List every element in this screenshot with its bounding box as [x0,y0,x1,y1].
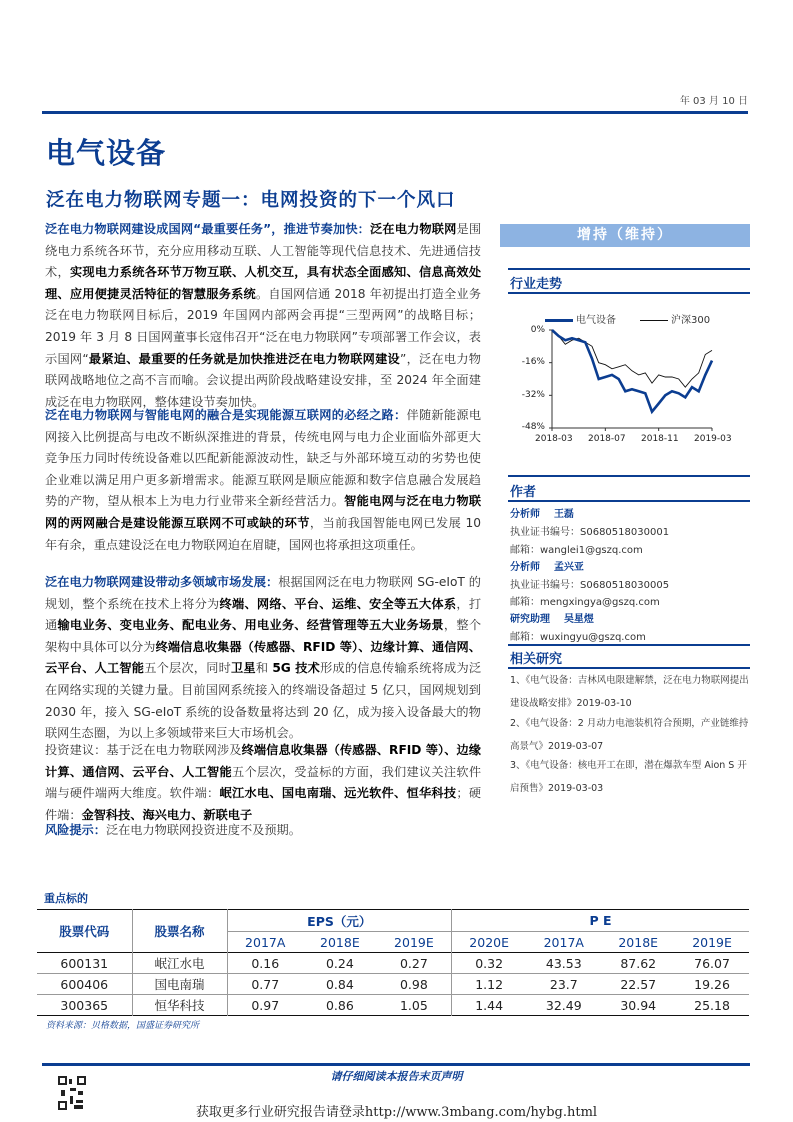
author-name: 吴星煜 [563,614,594,625]
y-tick: -48% [521,422,545,432]
metric-cell: 0.86 [325,997,354,1013]
header-eps: EPS（元） [227,910,452,932]
body-text: ；硬件端： [45,786,482,822]
body-text: ，打通 [45,596,482,633]
metric-cell: 76.07 [694,955,730,971]
author-name: 王磊 [553,509,574,520]
body-text: 是围绕电力系统各环节，充分应用移动互联、人工智能等现代信息技术、先进通信技术， [45,222,482,280]
industry-trend-chart [552,330,714,430]
related-item[interactable]: 3、《电气设备：核电开工在即，潜在爆款车型 Aion S 开启预售》2019-03-03 [510,760,747,794]
emphasis-text: 金智科技、海兴电力、新联电子 [81,807,253,822]
paragraph-lead: 泛在电力物联网建设带动多领域市场发展： [45,575,279,589]
author-email[interactable]: 邮箱：wanglei1@gszq.com [510,545,643,556]
report-title: 泛在电力物联网专题一：电网投资的下一个风口 [46,190,456,211]
emphasis-text: 卫星 [231,661,256,676]
emphasis-text: 终端、网络、平台、运维、安全等五大体系 [219,596,457,611]
header-pe: P E [452,910,749,932]
body-text: 五个层次，同时 [144,661,231,676]
year-header: 2018E [320,934,360,950]
metric-cell: 1.44 [475,997,504,1013]
emphasis-text: 最紧迫、最重要的任务就是加快推进泛在电力物联网建设 [88,351,401,366]
metric-cell: 0.32 [475,955,504,971]
body-text: 。自国网信通 2018 年初提出打造全业务泛在电力物联网目标后，2019 年国网内部两会再提“三型两网”的战略目标；2019 年 3 月 8 日国网董事长寇伟召开“泛在电力物联网”专项部署工作会议，表示国网“ [45,286,482,366]
stock-name: 岷江水电 [132,953,227,974]
legend-swatch [640,320,668,321]
y-tick: -16% [521,357,545,367]
related-item[interactable]: 1、《电气设备：吉林风电限建解禁，泛在电力物联网提出建设战略安排》2019-03-10 [510,675,749,709]
paragraph-overview [45,219,481,413]
body-text: 泛在电力物联网投资进度不及预期。 [105,823,301,837]
emphasis-text: 智能电网与泛在电力物联网的两网融合是建设能源互联网不可或缺的环节 [45,494,482,530]
metric-cell: 1.12 [475,976,504,992]
author-role [510,610,594,625]
related-heading: 相关研究 [510,652,563,667]
legend-swatch [545,319,573,322]
divider [508,500,750,502]
metric-cell: 19.26 [694,976,730,992]
paragraph-lead: 泛在电力物联网与智能电网的融合是实现能源互联网的必经之路： [45,408,407,422]
author-email[interactable]: 邮箱：mengxingya@gszq.com [510,597,660,608]
metric-cell: 32.49 [545,997,582,1013]
year-header: 2019E [377,932,452,953]
report-date: 年 03 月 10 日 [679,96,748,107]
author-email[interactable]: 邮箱：wuxingyu@gszq.com [510,632,646,643]
author-role [510,558,584,573]
role: 分析师 [510,562,540,573]
paragraph-investment [45,740,481,826]
legend-label: 沪深300 [671,315,711,326]
metric-cell: 0.84 [325,976,354,992]
author-cert: 执业证书编号：S0680518030005 [510,580,670,591]
paragraph-lead: 风险提示： [45,823,106,837]
role: 研究助理 [510,614,550,625]
body-text: 五个层次，受益标的方面，我们建议关注软件端与硬件端两大维度。软件端： [45,764,482,801]
chart-legend-elec [545,311,616,326]
author-role [510,505,574,520]
paragraph-convergence [45,405,481,556]
metric-cell: 0.97 [251,997,280,1013]
paragraph-market [45,572,481,745]
related-item[interactable]: 2、《电气设备：2 月动力电池装机符合预期，产业链维持高景气》2019-03-07 [510,718,749,752]
metric-cell: 23.7 [549,976,578,992]
divider [508,292,750,294]
emphasis-text: 终端信息收集器（传感器、RFID 等）、边缘计算、通信网、云平台、人工智能 [45,743,481,779]
metric-cell: 0.24 [325,955,354,971]
x-tick: 2018-11 [641,434,679,444]
author-cert: 执业证书编号：S0680518030001 [510,527,670,538]
key-stocks-table [37,909,749,1016]
table-row [37,953,749,974]
trend-heading: 行业走势 [510,277,563,292]
paragraph-lead: 泛在电力物联网建设成国网“最重要任务”，推进节奏加快： [45,222,371,236]
stock-name: 恒华科技 [132,995,227,1016]
body-text: ，当前我国智能电网已发展 10 年有余，重点建设泛在电力物联网迫在眉睫，国网也将承担这项重任。 [45,515,482,552]
metric-cell: 25.18 [694,997,730,1013]
author-name: 孟兴亚 [553,562,584,573]
body-text: ”，泛在电力物联网战略地位之高不言而喻。会议提出两阶段战略建设安排，至 2024 年全面建成泛在电力物联网，整体建设节奏加快。 [45,351,481,409]
metric-cell: 43.53 [545,955,582,971]
more-reports-link[interactable]: 获取更多行业研究报告请登录http://www.3mbang.com/hybg.html [195,1105,598,1120]
metric-cell: 0.98 [377,974,452,995]
paragraph-risk [45,820,481,842]
emphasis-text: 5G 技术 [272,661,321,676]
header-code: 股票代码 [37,910,132,953]
body-text: ，整个架构中具体可以分为 [45,618,482,654]
table-title: 重点标的 [44,892,88,905]
x-tick: 2018-07 [588,434,626,444]
authors-heading: 作者 [510,485,537,500]
footer-rule [42,1063,750,1066]
table-row [37,995,749,1016]
body-text: 根据国网泛在电力物联网 SG-eIoT 的规划，整个系统在技术上将分为 [45,575,481,611]
stock-code: 600406 [37,974,132,995]
year-header: 2018E [618,934,659,950]
metric-cell: 0.27 [377,953,452,974]
chart-legend-hs300 [640,311,710,326]
emphasis-text: 岷江水电、国电南瑞、远光软件、恒华科技 [219,786,457,801]
disclaimer-notice: 请仔细阅读本报告末页声明 [330,1070,463,1083]
body-text: 和 [255,661,273,676]
header-rule [42,111,748,114]
sector-title: 电气设备 [46,136,167,170]
year-header: 2017A [543,934,584,950]
legend-label: 电气设备 [576,315,616,326]
body-text: 形成的信息传输系统将成为泛在网络实现的关键力量。目前国网系统接入的终端设备超过 5 亿只，国网规划到 2030 年，接入 SG-eIoT 系统的设备数量将达到 20 亿，成为接入设备最大的物联网生态圈，为以上多领域带来巨大市场机会。 [45,661,482,741]
stock-code: 300365 [37,995,132,1016]
metric-cell: 87.62 [620,955,657,971]
emphasis-text: 输电业务、变电业务、配电业务、用电业务、经营管理等五大业务场景 [57,618,444,633]
metric-cell: 0.77 [251,976,280,992]
metric-cell: 0.16 [251,955,280,971]
y-tick: 0% [530,325,545,335]
y-tick: -32% [521,390,545,400]
emphasis-text: 实现电力系统各环节万物互联、人机交互，具有状态全面感知、信息高效处理、应用便捷灵活特征的智慧服务系统 [45,265,482,301]
emphasis-text: 泛在电力物联网 [370,222,457,236]
table-source: 资料来源：贝格数据，国盛证券研究所 [46,1021,200,1031]
table-row [37,974,749,995]
role: 分析师 [510,509,540,520]
x-tick: 2019-03 [694,434,732,444]
year-header: 2019E [692,934,732,950]
year-header: 2017A [245,934,286,950]
stock-code: 600131 [37,953,132,974]
header-name: 股票名称 [132,910,227,953]
metric-cell: 1.05 [377,995,452,1016]
body-text: 投资建议：基于泛在电力物联网涉及 [45,743,242,757]
metric-cell: 30.94 [620,997,657,1013]
stock-name: 国电南瑞 [132,974,227,995]
divider [508,475,750,477]
emphasis-text: 终端信息收集器（传感器、RFID 等）、边缘计算、通信网、云平台、人工智能 [45,639,481,676]
x-tick: 2018-03 [535,434,573,444]
metric-cell: 22.57 [620,976,657,992]
body-text: 伴随新能源电网接入比例提高与电改不断纵深推进的背景，传统电网与电力企业面临外部更大竞争压力同时传统设备难以匹配新能源波动性，缺乏与外部环境互动的劣势也使企业难以满足用户更多新增需求。能源互联网是顺应能源和数字信息融合发展趋势的产物，望从根本上为电力行业带来全新经营活力。 [45,408,482,509]
year-header: 2020E [469,934,510,950]
divider [508,268,750,270]
divider [508,644,750,646]
rating-badge: 增持（维持） [500,224,750,247]
